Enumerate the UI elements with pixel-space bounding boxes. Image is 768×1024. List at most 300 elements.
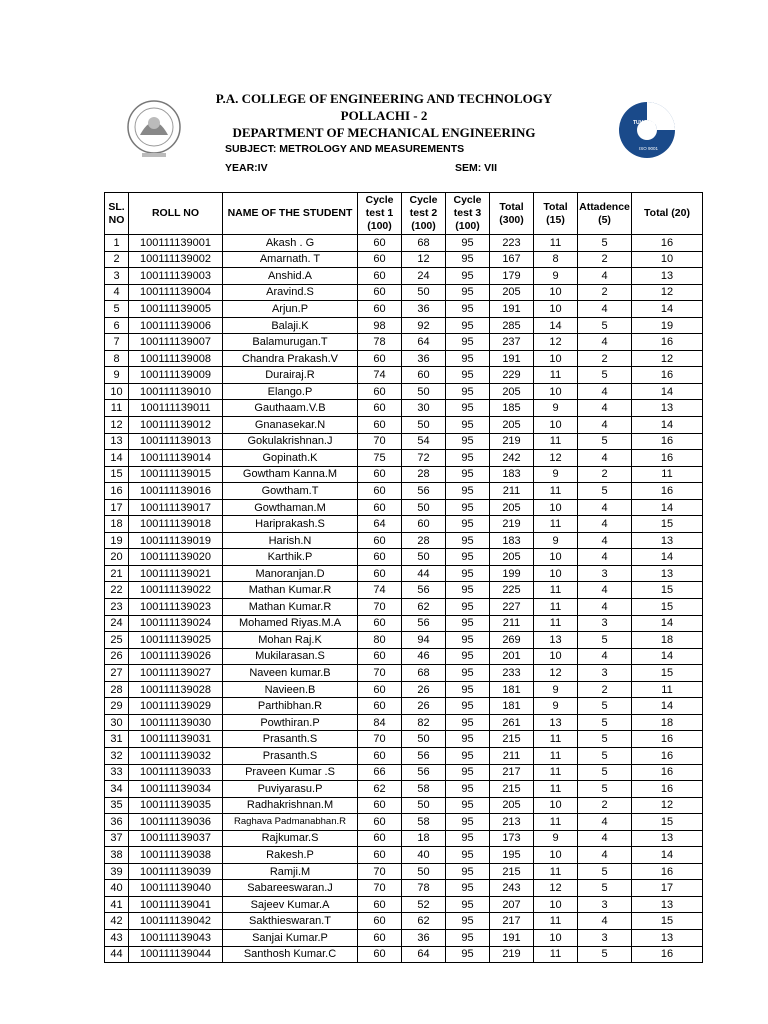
cell-attendance: 3 <box>578 929 632 946</box>
cell-cycle3: 95 <box>446 648 490 665</box>
table-row <box>105 929 703 946</box>
cell-cycle2: 18 <box>402 830 446 847</box>
cell-total300: 269 <box>490 632 534 649</box>
cell-roll-no: 100111139032 <box>129 747 223 764</box>
cell-cycle2: 56 <box>402 582 446 599</box>
cell-sl: 18 <box>105 516 129 533</box>
cell-cycle3: 95 <box>446 714 490 731</box>
cell-attendance: 5 <box>578 235 632 252</box>
cell-sl: 27 <box>105 665 129 682</box>
cell-roll-no: 100111139026 <box>129 648 223 665</box>
cell-cycle3: 95 <box>446 466 490 483</box>
cell-total20: 16 <box>632 450 703 467</box>
cell-student-name: Manoranjan.D <box>223 565 358 582</box>
cell-cycle2: 82 <box>402 714 446 731</box>
cell-total15: 11 <box>534 731 578 748</box>
cell-total15: 13 <box>534 714 578 731</box>
subject-label: SUBJECT: METROLOGY AND MEASUREMENTS <box>225 143 465 155</box>
cell-student-name: Sanjai Kumar.P <box>223 929 358 946</box>
cell-cycle1: 74 <box>358 582 402 599</box>
cell-cycle1: 60 <box>358 499 402 516</box>
cell-cycle1: 60 <box>358 896 402 913</box>
cell-cycle3: 95 <box>446 731 490 748</box>
cell-attendance: 4 <box>578 334 632 351</box>
cell-cycle1: 70 <box>358 863 402 880</box>
cell-total15: 11 <box>534 483 578 500</box>
cell-total20: 14 <box>632 549 703 566</box>
cell-total20: 16 <box>632 433 703 450</box>
cell-total20: 11 <box>632 466 703 483</box>
cell-cycle3: 95 <box>446 814 490 831</box>
cell-total20: 15 <box>632 516 703 533</box>
cell-total300: 181 <box>490 698 534 715</box>
cell-student-name: Gauthaam.V.B <box>223 400 358 417</box>
cell-sl: 31 <box>105 731 129 748</box>
cell-student-name: Hariprakash.S <box>223 516 358 533</box>
cell-cycle1: 60 <box>358 648 402 665</box>
cell-cycle1: 60 <box>358 913 402 930</box>
cell-attendance: 5 <box>578 880 632 897</box>
cell-cycle2: 58 <box>402 781 446 798</box>
cell-total300: 261 <box>490 714 534 731</box>
cell-total20: 15 <box>632 665 703 682</box>
table-row <box>105 251 703 268</box>
cell-student-name: Balaji.K <box>223 317 358 334</box>
cell-total300: 242 <box>490 450 534 467</box>
cell-cycle2: 50 <box>402 797 446 814</box>
cell-total300: 219 <box>490 946 534 963</box>
cell-total15: 11 <box>534 433 578 450</box>
cell-cycle2: 24 <box>402 268 446 285</box>
cell-total15: 13 <box>534 632 578 649</box>
cell-roll-no: 100111139012 <box>129 417 223 434</box>
header-row <box>105 193 703 235</box>
table-row <box>105 565 703 582</box>
cell-total300: 227 <box>490 599 534 616</box>
cell-total15: 10 <box>534 284 578 301</box>
cell-total15: 9 <box>534 830 578 847</box>
table-row <box>105 814 703 831</box>
cell-total20: 12 <box>632 284 703 301</box>
cell-total15: 11 <box>534 747 578 764</box>
cell-cycle3: 95 <box>446 301 490 318</box>
cell-total20: 15 <box>632 599 703 616</box>
cell-cycle2: 30 <box>402 400 446 417</box>
cell-total300: 183 <box>490 466 534 483</box>
cell-student-name: Sajeev Kumar.A <box>223 896 358 913</box>
cell-total15: 10 <box>534 301 578 318</box>
cell-total300: 225 <box>490 582 534 599</box>
cell-cycle3: 95 <box>446 383 490 400</box>
cell-roll-no: 100111139037 <box>129 830 223 847</box>
cell-sl: 16 <box>105 483 129 500</box>
cell-cycle2: 62 <box>402 599 446 616</box>
cell-roll-no: 100111139017 <box>129 499 223 516</box>
cell-student-name: Sabareeswaran.J <box>223 880 358 897</box>
cell-cycle2: 92 <box>402 317 446 334</box>
marks-table <box>104 192 703 963</box>
cell-cycle1: 64 <box>358 516 402 533</box>
cell-sl: 23 <box>105 599 129 616</box>
cell-total20: 16 <box>632 334 703 351</box>
cell-cycle1: 75 <box>358 450 402 467</box>
cell-roll-no: 100111139041 <box>129 896 223 913</box>
cell-student-name: Harish.N <box>223 532 358 549</box>
table-row <box>105 284 703 301</box>
cell-attendance: 4 <box>578 499 632 516</box>
cell-roll-no: 100111139011 <box>129 400 223 417</box>
cell-student-name: Radhakrishnan.M <box>223 797 358 814</box>
cell-total20: 16 <box>632 863 703 880</box>
cell-student-name: Rakesh.P <box>223 847 358 864</box>
cell-sl: 7 <box>105 334 129 351</box>
cell-sl: 10 <box>105 383 129 400</box>
cell-sl: 33 <box>105 764 129 781</box>
cell-cycle2: 28 <box>402 466 446 483</box>
cell-cycle1: 60 <box>358 747 402 764</box>
cell-attendance: 4 <box>578 599 632 616</box>
cell-cycle1: 60 <box>358 698 402 715</box>
table-row <box>105 334 703 351</box>
cell-cycle1: 60 <box>358 284 402 301</box>
cell-total15: 12 <box>534 880 578 897</box>
cell-cycle1: 84 <box>358 714 402 731</box>
cell-total20: 16 <box>632 781 703 798</box>
cell-attendance: 3 <box>578 896 632 913</box>
cell-cycle3: 95 <box>446 532 490 549</box>
cell-student-name: Durairaj.R <box>223 367 358 384</box>
cell-attendance: 4 <box>578 516 632 533</box>
cell-total15: 10 <box>534 383 578 400</box>
cell-total15: 10 <box>534 847 578 864</box>
cell-roll-no: 100111139029 <box>129 698 223 715</box>
department-name: DEPARTMENT OF MECHANICAL ENGINEERING <box>232 125 536 140</box>
cell-total15: 9 <box>534 466 578 483</box>
cell-cycle2: 56 <box>402 483 446 500</box>
college-name: P.A. COLLEGE OF ENGINEERING AND TECHNOLOGY <box>215 91 553 106</box>
cell-total300: 217 <box>490 913 534 930</box>
cell-total300: 243 <box>490 880 534 897</box>
cell-total20: 16 <box>632 483 703 500</box>
cell-total300: 205 <box>490 499 534 516</box>
cell-cycle2: 60 <box>402 516 446 533</box>
col-header-cycle3: Cycle test 3 (100) <box>446 193 490 235</box>
cell-cycle1: 60 <box>358 400 402 417</box>
cell-sl: 24 <box>105 615 129 632</box>
cell-total15: 11 <box>534 863 578 880</box>
cell-total20: 14 <box>632 301 703 318</box>
cell-roll-no: 100111139016 <box>129 483 223 500</box>
col-header-cycle1: Cycle test 1 (100) <box>358 193 402 235</box>
cell-total300: 179 <box>490 268 534 285</box>
cell-cycle1: 78 <box>358 334 402 351</box>
cell-student-name: Raghava Padmanabhan.R <box>223 814 358 831</box>
cell-total20: 13 <box>632 532 703 549</box>
cell-cycle2: 28 <box>402 532 446 549</box>
cell-cycle1: 60 <box>358 946 402 963</box>
table-row <box>105 764 703 781</box>
table-row <box>105 350 703 367</box>
cell-total20: 13 <box>632 929 703 946</box>
cell-cycle3: 95 <box>446 781 490 798</box>
cell-sl: 8 <box>105 350 129 367</box>
cell-student-name: Amarnath. T <box>223 251 358 268</box>
cell-total20: 13 <box>632 268 703 285</box>
cell-total20: 13 <box>632 896 703 913</box>
cell-cycle2: 64 <box>402 334 446 351</box>
cell-roll-no: 100111139007 <box>129 334 223 351</box>
cell-roll-no: 100111139001 <box>129 235 223 252</box>
table-row <box>105 400 703 417</box>
cell-total300: 223 <box>490 235 534 252</box>
cert-logo-bottom-text: ISO 9001 <box>639 146 659 151</box>
cell-student-name: Arjun.P <box>223 301 358 318</box>
table-row <box>105 781 703 798</box>
cell-student-name: Prasanth.S <box>223 747 358 764</box>
cell-student-name: Aravind.S <box>223 284 358 301</box>
cell-student-name: Gowtham Kanna.M <box>223 466 358 483</box>
cell-roll-no: 100111139006 <box>129 317 223 334</box>
cell-cycle2: 36 <box>402 301 446 318</box>
cell-cycle3: 95 <box>446 235 490 252</box>
cell-total15: 8 <box>534 251 578 268</box>
cell-total20: 14 <box>632 615 703 632</box>
cell-attendance: 3 <box>578 665 632 682</box>
cell-cycle1: 70 <box>358 665 402 682</box>
cell-sl: 20 <box>105 549 129 566</box>
cell-cycle2: 26 <box>402 698 446 715</box>
cell-total15: 11 <box>534 516 578 533</box>
table-row <box>105 268 703 285</box>
cell-sl: 36 <box>105 814 129 831</box>
cell-cycle2: 40 <box>402 847 446 864</box>
cell-total300: 205 <box>490 417 534 434</box>
table-row <box>105 681 703 698</box>
cell-roll-no: 100111139036 <box>129 814 223 831</box>
cell-cycle1: 60 <box>358 797 402 814</box>
cell-total300: 219 <box>490 433 534 450</box>
cell-cycle2: 64 <box>402 946 446 963</box>
cell-cycle2: 68 <box>402 665 446 682</box>
cell-total20: 15 <box>632 814 703 831</box>
cell-cycle3: 95 <box>446 698 490 715</box>
cell-attendance: 5 <box>578 731 632 748</box>
cell-roll-no: 100111139028 <box>129 681 223 698</box>
cell-cycle3: 95 <box>446 632 490 649</box>
cell-cycle3: 95 <box>446 549 490 566</box>
cell-total20: 13 <box>632 565 703 582</box>
cell-sl: 5 <box>105 301 129 318</box>
cell-total15: 12 <box>534 450 578 467</box>
table-row <box>105 483 703 500</box>
cell-roll-no: 100111139018 <box>129 516 223 533</box>
cell-total300: 181 <box>490 681 534 698</box>
cell-cycle3: 95 <box>446 863 490 880</box>
cell-attendance: 2 <box>578 251 632 268</box>
cell-cycle2: 50 <box>402 383 446 400</box>
cell-attendance: 4 <box>578 417 632 434</box>
cell-cycle1: 62 <box>358 781 402 798</box>
cell-roll-no: 100111139010 <box>129 383 223 400</box>
cell-total15: 10 <box>534 549 578 566</box>
cell-student-name: Anshid.A <box>223 268 358 285</box>
cell-total15: 11 <box>534 599 578 616</box>
table-row <box>105 433 703 450</box>
cell-roll-no: 100111139003 <box>129 268 223 285</box>
cell-cycle2: 26 <box>402 681 446 698</box>
college-city: POLLACHI - 2 <box>340 108 428 123</box>
cell-roll-no: 100111139021 <box>129 565 223 582</box>
cell-roll-no: 100111139031 <box>129 731 223 748</box>
cell-total15: 11 <box>534 946 578 963</box>
cell-attendance: 4 <box>578 549 632 566</box>
cell-cycle3: 95 <box>446 582 490 599</box>
cell-roll-no: 100111139043 <box>129 929 223 946</box>
cell-sl: 28 <box>105 681 129 698</box>
cell-roll-no: 100111139002 <box>129 251 223 268</box>
table-row <box>105 830 703 847</box>
cell-total300: 191 <box>490 350 534 367</box>
cell-student-name: Santhosh Kumar.C <box>223 946 358 963</box>
cell-cycle1: 60 <box>358 235 402 252</box>
cell-cycle1: 60 <box>358 814 402 831</box>
cell-total20: 12 <box>632 797 703 814</box>
table-row <box>105 317 703 334</box>
cell-cycle3: 95 <box>446 830 490 847</box>
cell-student-name: Sakthieswaran.T <box>223 913 358 930</box>
cell-cycle3: 95 <box>446 334 490 351</box>
cell-total300: 183 <box>490 532 534 549</box>
table-row <box>105 632 703 649</box>
col-header-roll: ROLL NO <box>129 193 223 235</box>
cell-cycle1: 60 <box>358 532 402 549</box>
cell-total15: 9 <box>534 532 578 549</box>
cell-total15: 11 <box>534 781 578 798</box>
cell-cycle2: 58 <box>402 814 446 831</box>
cell-sl: 13 <box>105 433 129 450</box>
cell-total300: 233 <box>490 665 534 682</box>
cell-cycle2: 50 <box>402 731 446 748</box>
table-row <box>105 549 703 566</box>
cell-student-name: Mukilarasan.S <box>223 648 358 665</box>
semester-label: SEM: VII <box>455 162 498 174</box>
cell-cycle3: 95 <box>446 946 490 963</box>
cell-cycle2: 44 <box>402 565 446 582</box>
cell-total300: 199 <box>490 565 534 582</box>
table-row <box>105 731 703 748</box>
cell-attendance: 5 <box>578 781 632 798</box>
cell-attendance: 5 <box>578 632 632 649</box>
cell-cycle3: 95 <box>446 516 490 533</box>
cell-total300: 285 <box>490 317 534 334</box>
cell-total15: 11 <box>534 615 578 632</box>
cell-student-name: Parthibhan.R <box>223 698 358 715</box>
cell-cycle2: 50 <box>402 549 446 566</box>
cell-total20: 14 <box>632 383 703 400</box>
cell-roll-no: 100111139044 <box>129 946 223 963</box>
cell-attendance: 5 <box>578 317 632 334</box>
cell-total20: 16 <box>632 235 703 252</box>
cell-attendance: 5 <box>578 863 632 880</box>
cell-total20: 12 <box>632 350 703 367</box>
cell-cycle1: 60 <box>358 565 402 582</box>
cell-sl: 25 <box>105 632 129 649</box>
cell-roll-no: 100111139004 <box>129 284 223 301</box>
cell-sl: 3 <box>105 268 129 285</box>
cell-total20: 17 <box>632 880 703 897</box>
cell-sl: 19 <box>105 532 129 549</box>
table-row <box>105 863 703 880</box>
cell-student-name: Praveen Kumar .S <box>223 764 358 781</box>
cell-cycle3: 95 <box>446 797 490 814</box>
cell-student-name: Gowthaman.M <box>223 499 358 516</box>
cell-cycle1: 60 <box>358 483 402 500</box>
cell-roll-no: 100111139035 <box>129 797 223 814</box>
cell-cycle2: 12 <box>402 251 446 268</box>
cell-total300: 215 <box>490 781 534 798</box>
cell-cycle1: 70 <box>358 880 402 897</box>
table-row <box>105 582 703 599</box>
cell-roll-no: 100111139042 <box>129 913 223 930</box>
cell-cycle3: 95 <box>446 400 490 417</box>
cell-sl: 9 <box>105 367 129 384</box>
cell-total300: 211 <box>490 747 534 764</box>
cell-total20: 13 <box>632 400 703 417</box>
cell-total15: 9 <box>534 698 578 715</box>
cell-cycle1: 98 <box>358 317 402 334</box>
cell-sl: 35 <box>105 797 129 814</box>
cell-cycle3: 95 <box>446 599 490 616</box>
table-row <box>105 698 703 715</box>
cell-total300: 217 <box>490 764 534 781</box>
cell-roll-no: 100111139008 <box>129 350 223 367</box>
cell-roll-no: 100111139038 <box>129 847 223 864</box>
cell-total20: 15 <box>632 582 703 599</box>
cell-total15: 9 <box>534 268 578 285</box>
cell-student-name: Gowtham.T <box>223 483 358 500</box>
cell-attendance: 3 <box>578 615 632 632</box>
table-row <box>105 417 703 434</box>
cell-attendance: 4 <box>578 532 632 549</box>
cell-total15: 10 <box>534 896 578 913</box>
col-header-attendance: Attadence (5) <box>578 193 632 235</box>
cell-total15: 11 <box>534 582 578 599</box>
cell-cycle3: 95 <box>446 483 490 500</box>
cell-sl: 39 <box>105 863 129 880</box>
cell-cycle1: 60 <box>358 830 402 847</box>
cell-total300: 211 <box>490 483 534 500</box>
cell-cycle1: 70 <box>358 599 402 616</box>
cell-sl: 22 <box>105 582 129 599</box>
cell-total300: 237 <box>490 334 534 351</box>
cell-attendance: 5 <box>578 946 632 963</box>
cell-attendance: 4 <box>578 814 632 831</box>
cell-total15: 11 <box>534 235 578 252</box>
cell-cycle1: 60 <box>358 350 402 367</box>
cell-cycle3: 95 <box>446 251 490 268</box>
cell-cycle2: 52 <box>402 896 446 913</box>
cell-total300: 191 <box>490 301 534 318</box>
cell-cycle2: 72 <box>402 450 446 467</box>
cell-total300: 195 <box>490 847 534 864</box>
cell-cycle3: 95 <box>446 665 490 682</box>
cell-student-name: Naveen kumar.B <box>223 665 358 682</box>
col-header-sl: SL. NO <box>105 193 129 235</box>
cell-cycle2: 56 <box>402 764 446 781</box>
cell-attendance: 4 <box>578 400 632 417</box>
cell-cycle3: 95 <box>446 317 490 334</box>
cell-cycle1: 70 <box>358 731 402 748</box>
